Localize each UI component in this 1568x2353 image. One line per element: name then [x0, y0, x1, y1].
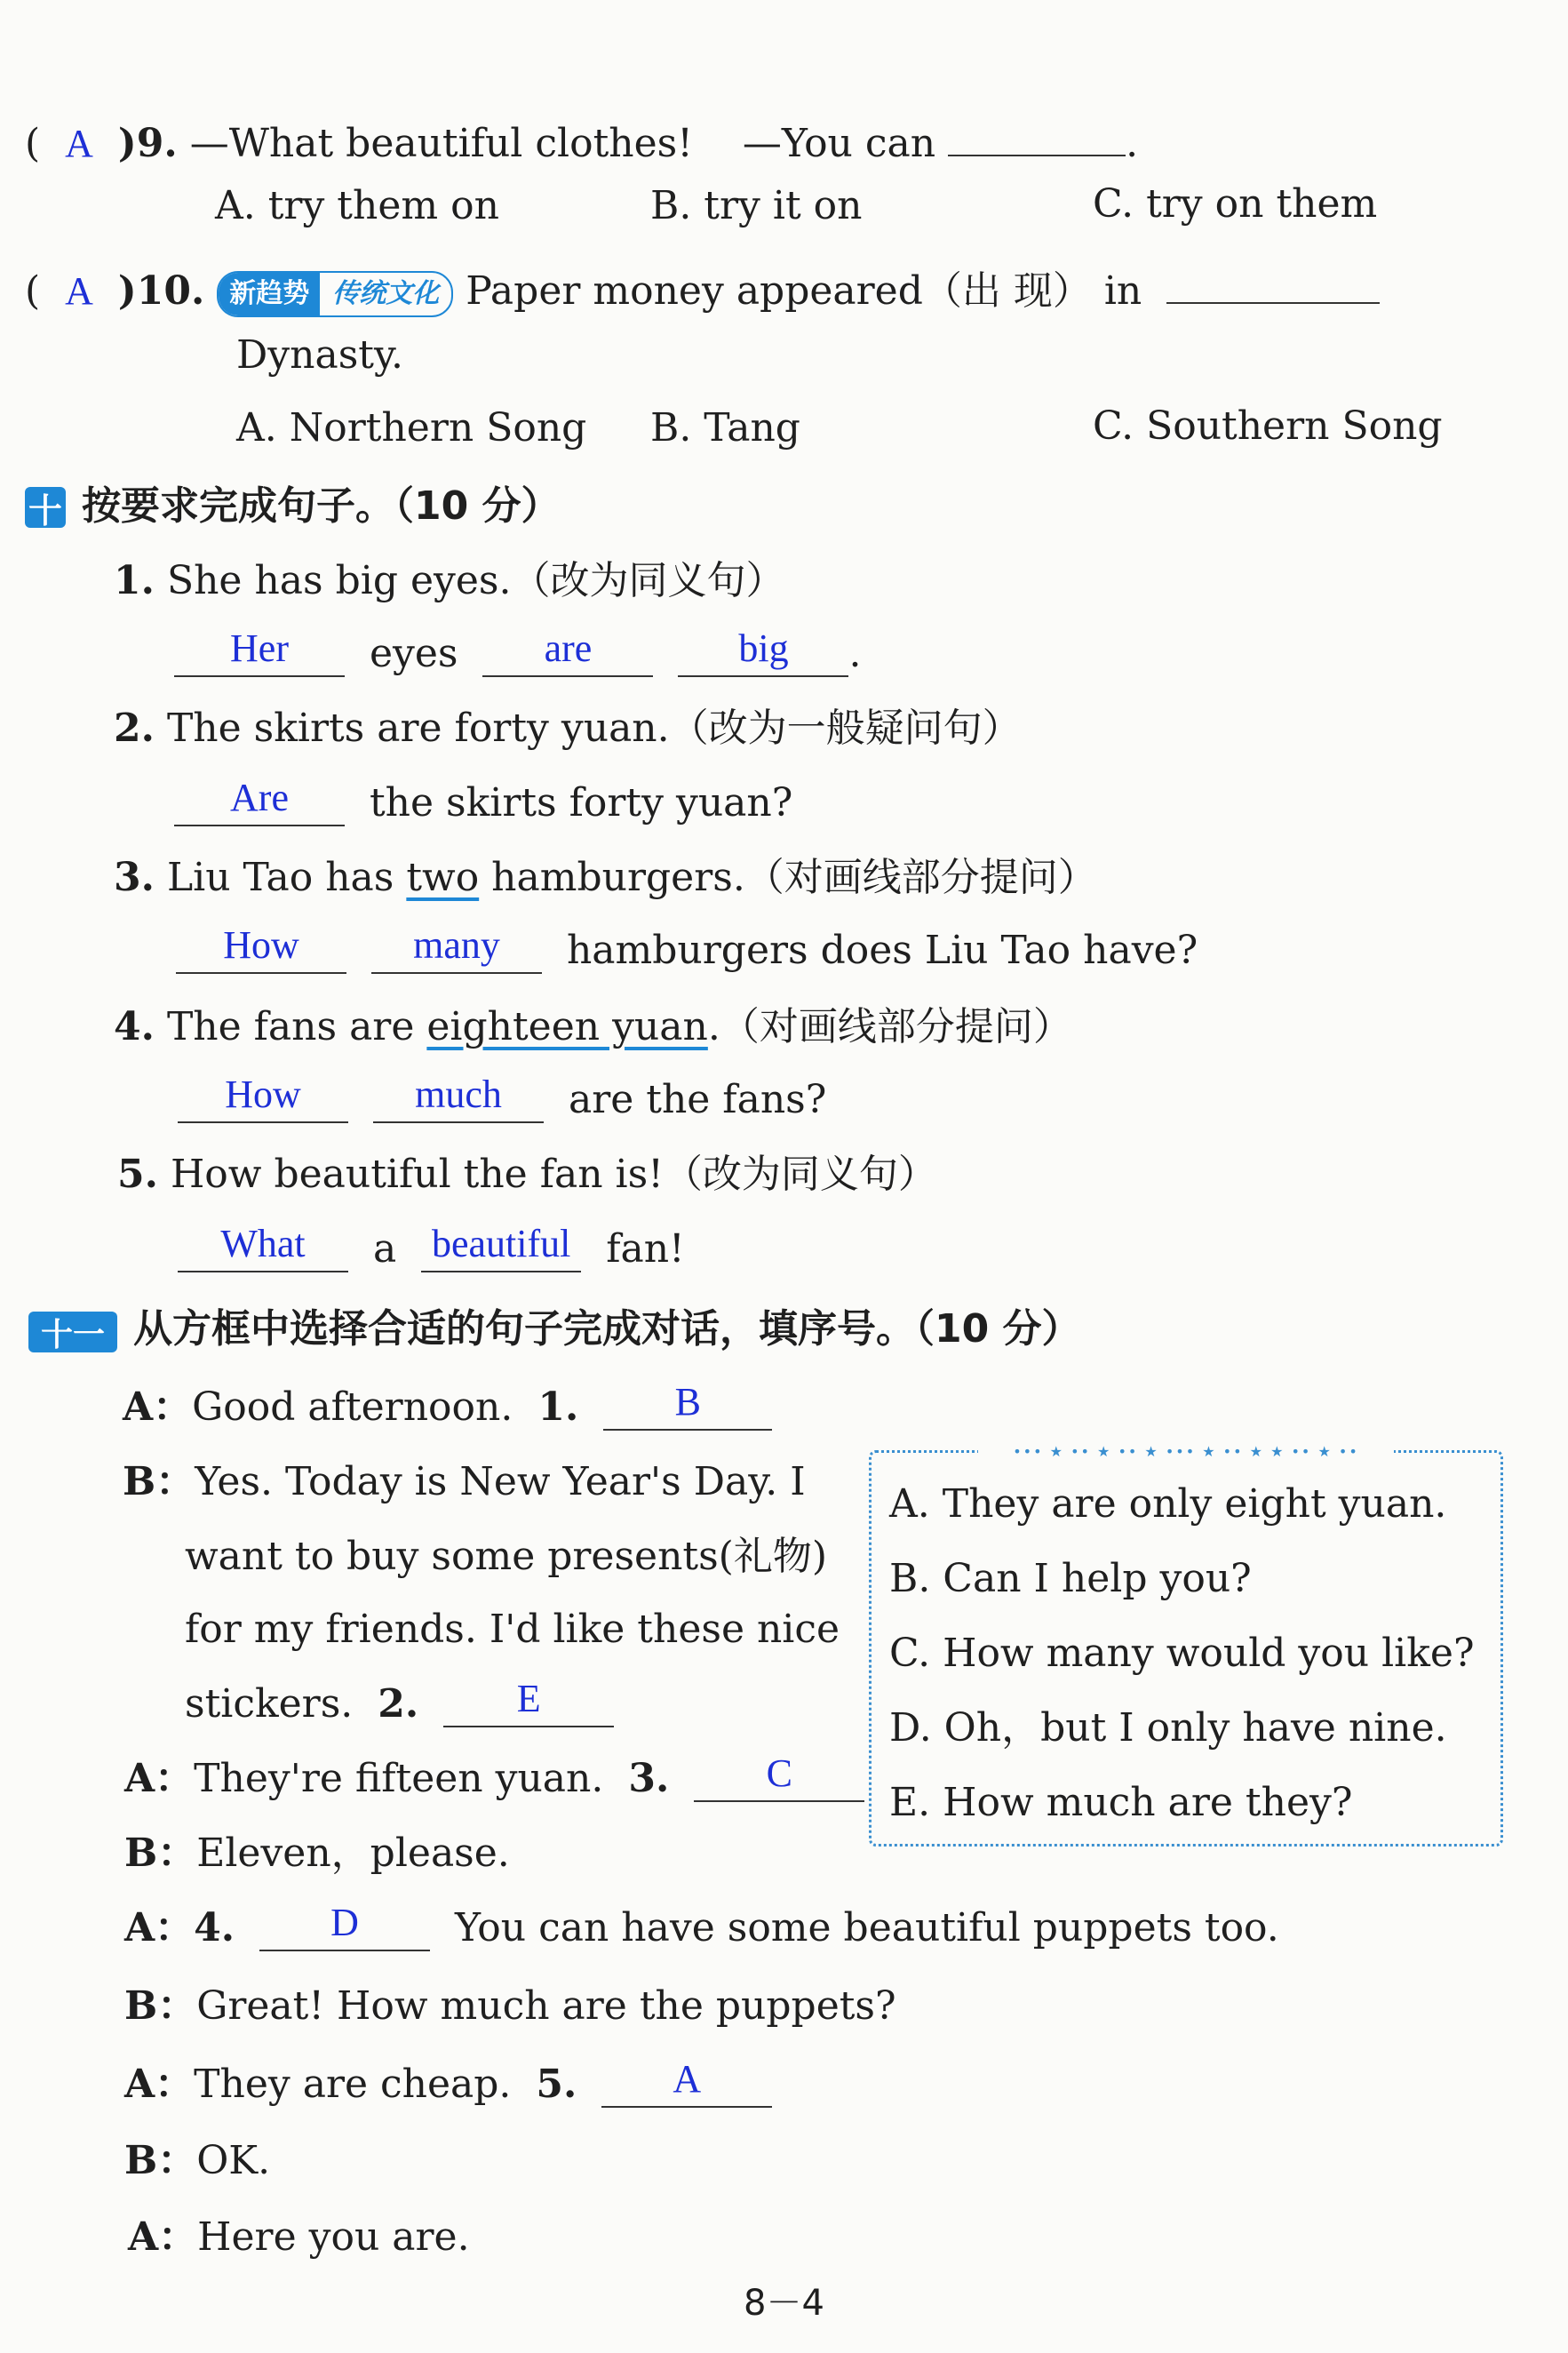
s10-3-blank-2[interactable]: many: [371, 926, 542, 974]
s10-5-blank-1[interactable]: What: [178, 1224, 348, 1272]
s10-item-3: 3. Liu Tao has two hamburgers.（对画线部分提问）: [114, 855, 1097, 900]
box-option-b: B. Can I help you?: [889, 1556, 1252, 1601]
s10-item-1-answer: Her eyes are big .: [174, 629, 861, 679]
dialogue-line-5: stickers. 2. E: [185, 1679, 614, 1729]
dialogue-blank-3[interactable]: C: [694, 1754, 864, 1802]
section-11-icon: 十一: [28, 1312, 117, 1352]
section-10-icon: 十: [25, 487, 66, 528]
q9-option-b: B. try it on: [650, 183, 863, 228]
q10-option-a: A. Northern Song: [236, 405, 587, 451]
box-option-e: E. How much are they?: [889, 1780, 1353, 1825]
dialogue-line-12: A：Here you are.: [128, 2214, 470, 2260]
dialogue-blank-1[interactable]: B: [603, 1383, 772, 1431]
dialogue-line-10: A：They are cheap. 5. A: [124, 2060, 772, 2110]
s10-item-2-answer: Are the skirts forty yuan?: [174, 778, 792, 828]
s10-item-5-answer: What a beautiful fan!: [178, 1224, 685, 1274]
dialogue-line-7: B：Eleven，please.: [124, 1831, 510, 1876]
s10-item-1: 1. She has big eyes.（改为同义句）: [114, 558, 785, 603]
s10-4-blank-1[interactable]: How: [178, 1075, 348, 1123]
s10-5-blank-2[interactable]: beautiful: [421, 1224, 581, 1272]
q9-option-c: C. try on them: [1093, 181, 1378, 227]
dialogue-line-3: want to buy some presents(礼物): [185, 1534, 828, 1579]
dialogue-line-6: A：They're fifteen yuan. 3. C: [124, 1754, 864, 1804]
question-10: ( A )10. 新趋势 传统文化 Paper money appeared（出 现） in: [25, 256, 1380, 317]
q10-answer: A: [65, 269, 93, 313]
section-11-title: 从方框中选择合适的句子完成对话，填序号。（10 分）: [133, 1306, 1081, 1352]
dialogue-blank-4[interactable]: D: [259, 1903, 430, 1951]
box-decoration: ••• ★ •• ★ •• ★ ••• ★ •• ★ ★ •• ★ ••: [978, 1448, 1394, 1456]
s10-item-4-answer: How much are the fans?: [178, 1075, 826, 1125]
s10-1-blank-3[interactable]: big: [678, 629, 848, 677]
q9-blank[interactable]: [948, 108, 1126, 156]
dialogue-line-8: A：4. D You can have some beautiful puppets too.: [124, 1901, 1279, 1950]
dialogue-blank-2[interactable]: E: [443, 1679, 614, 1727]
box-option-a: A. They are only eight yuan.: [889, 1481, 1447, 1527]
s10-item-5: 5. How beautiful the fan is!（改为同义句）: [117, 1152, 937, 1197]
s10-3-blank-1[interactable]: How: [176, 926, 346, 974]
s10-item-2: 2. The skirts are forty yuan.（改为一般疑问句）: [114, 706, 1022, 751]
dialogue-line-2: B：Yes. Today is New Year's Day. I: [123, 1459, 806, 1504]
box-option-d: D. Oh，but I only have nine.: [889, 1705, 1447, 1751]
q10-option-c: C. Southern Song: [1093, 403, 1443, 449]
question-9: ( A )9. —What beautiful clothes! —You can .: [25, 108, 1138, 169]
options-box: [869, 1443, 1503, 1847]
s10-1-blank-1[interactable]: Her: [174, 629, 345, 677]
box-option-c: C. How many would you like?: [889, 1631, 1475, 1676]
s10-item-3-answer: How many hamburgers does Liu Tao have?: [176, 926, 1198, 976]
q9-option-a: A. try them on: [215, 183, 499, 228]
q10-option-b: B. Tang: [650, 405, 800, 451]
s10-4-blank-2[interactable]: much: [373, 1075, 544, 1123]
section-10-title: 按要求完成句子。（10 分）: [82, 483, 561, 529]
new-trend-tag: 新趋势 传统文化: [217, 271, 453, 317]
page-number: 8－4: [744, 2283, 824, 2324]
q10-continuation: Dynasty.: [236, 332, 403, 378]
dialogue-line-4: for my friends. I'd like these nice: [185, 1607, 840, 1652]
s10-2-blank-1[interactable]: Are: [174, 778, 345, 826]
dialogue-line-1: A：Good afternoon. 1. B: [123, 1383, 772, 1432]
q10-blank[interactable]: [1166, 256, 1380, 304]
s10-1-blank-2[interactable]: are: [482, 629, 653, 677]
dialogue-line-11: B：OK.: [124, 2138, 271, 2183]
q9-answer: A: [65, 122, 93, 165]
s10-item-4: 4. The fans are eighteen yuan.（对画线部分提问）: [114, 1004, 1072, 1049]
dialogue-line-9: B：Great! How much are the puppets?: [124, 1983, 896, 2029]
dialogue-blank-5[interactable]: A: [601, 2060, 772, 2108]
